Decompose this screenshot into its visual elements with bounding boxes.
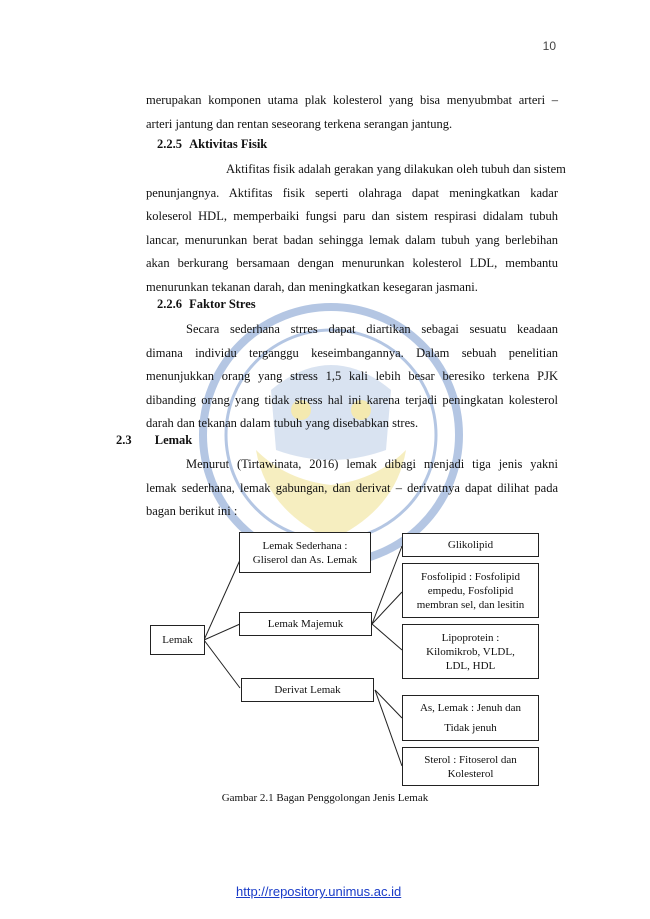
node-label: Lemak Sederhana : xyxy=(262,539,348,552)
text-line: Secara sederhana strres dapat diartikan sebagai sesuatu keadaan xyxy=(186,322,558,336)
diagram-node-lipoprotein xyxy=(402,624,539,679)
node-label: Kolesterol xyxy=(447,767,494,780)
text-line: dimana individu terganggu keseimbangannya. Dalam sebuah penelitian xyxy=(146,345,558,360)
diagram-node-sterol xyxy=(402,747,539,786)
text-line: arteri jantung dan rentan seseorang terkena serangan jantung. xyxy=(146,116,453,131)
text-line: dibanding orang yang tidak stress hal ini karena terjadi peningkatan kolesterol xyxy=(146,392,558,407)
text-line: penunjangnya. Aktifitas fisik seperti olahraga dapat meningkatkan kadar xyxy=(146,185,558,200)
diagram-node-lemak xyxy=(150,625,205,655)
text-line: menurunkan tekanan darah, dan meningkatkan kesegaran jasmani. xyxy=(146,279,478,294)
node-label: Gliserol dan As. Lemak xyxy=(252,553,358,566)
text-line: akan berkurang bersamaan dengan menurunkan kolesterol LDL, membantu xyxy=(146,256,558,270)
node-label: Lemak xyxy=(162,634,193,646)
text-line: koleserol HDL, memperbaiki fungsi paru dan sistem respirasi didalam tubuh xyxy=(146,209,558,223)
text-line: Menurut (Tirtawinata, 2016) lemak dibagi menjadi tiga jenis yakni xyxy=(186,457,558,471)
diagram-node-glikolipid xyxy=(402,533,539,557)
node-label: Sterol : Fitoserol dan xyxy=(424,753,517,766)
node-label: Lipoprotein : xyxy=(441,631,500,644)
node-label: As, Lemak : Jenuh dan xyxy=(419,702,522,714)
section-number: 2.3 xyxy=(116,433,132,447)
diagram-node-derivat-lemak xyxy=(241,678,374,702)
repository-link[interactable]: http://repository.unimus.ac.id xyxy=(236,884,402,899)
section-title: Aktivitas Fisik xyxy=(189,137,268,151)
node-label: Glikolipid xyxy=(447,539,494,551)
text-line: merupakan komponen utama plak kolesterol yang bisa menyubmbat arteri – xyxy=(146,93,558,107)
text-line: Aktifitas fisik adalah gerakan yang dilakukan oleh tubuh dan sistem xyxy=(226,162,566,176)
diagram-node-fosfolipid xyxy=(402,563,539,618)
section-title: Faktor Stres xyxy=(189,297,256,311)
text-line: menunjukkan orang yang stress 1,5 kali lebih besar beresiko terkena PJK xyxy=(146,369,558,383)
figure-caption: Gambar 2.1 Bagan Penggolongan Jenis Lemak xyxy=(221,792,429,804)
node-label: Lemak Majemuk xyxy=(267,618,344,630)
node-label: empedu, Fosfolipid xyxy=(427,584,514,597)
text-line: lancar, menurunkan berat badan sehingga lemak dalam tubuh yang berlebihan xyxy=(146,232,558,247)
diagram-node-lemak-sederhana xyxy=(239,532,371,573)
section-number: 2.2.6 xyxy=(157,297,182,311)
section-number: 2.2.5 xyxy=(157,137,182,151)
diagram-node-asam-lemak xyxy=(402,695,539,741)
node-label: LDL, HDL xyxy=(445,659,496,672)
text-line: lemak sederhana, lemak gabungan, dan derivat – derivatnya dapat dilihat pada xyxy=(146,480,558,495)
text-line: darah dan tekanan dalam tubuh yang disebabkan stres. xyxy=(146,416,419,430)
node-label: Kilomikrob, VLDL, xyxy=(426,645,515,658)
node-label: Tidak jenuh xyxy=(444,722,497,734)
section-title: Lemak xyxy=(154,433,193,447)
node-label: membran sel, dan lesitin xyxy=(416,598,525,611)
diagram-node-lemak-majemuk xyxy=(239,612,372,636)
page-number: 10 xyxy=(542,39,556,53)
node-label: Fosfolipid : Fosfolipid xyxy=(420,570,521,583)
node-label: Derivat Lemak xyxy=(274,684,341,696)
text-line: bagan berikut ini : xyxy=(146,504,238,518)
